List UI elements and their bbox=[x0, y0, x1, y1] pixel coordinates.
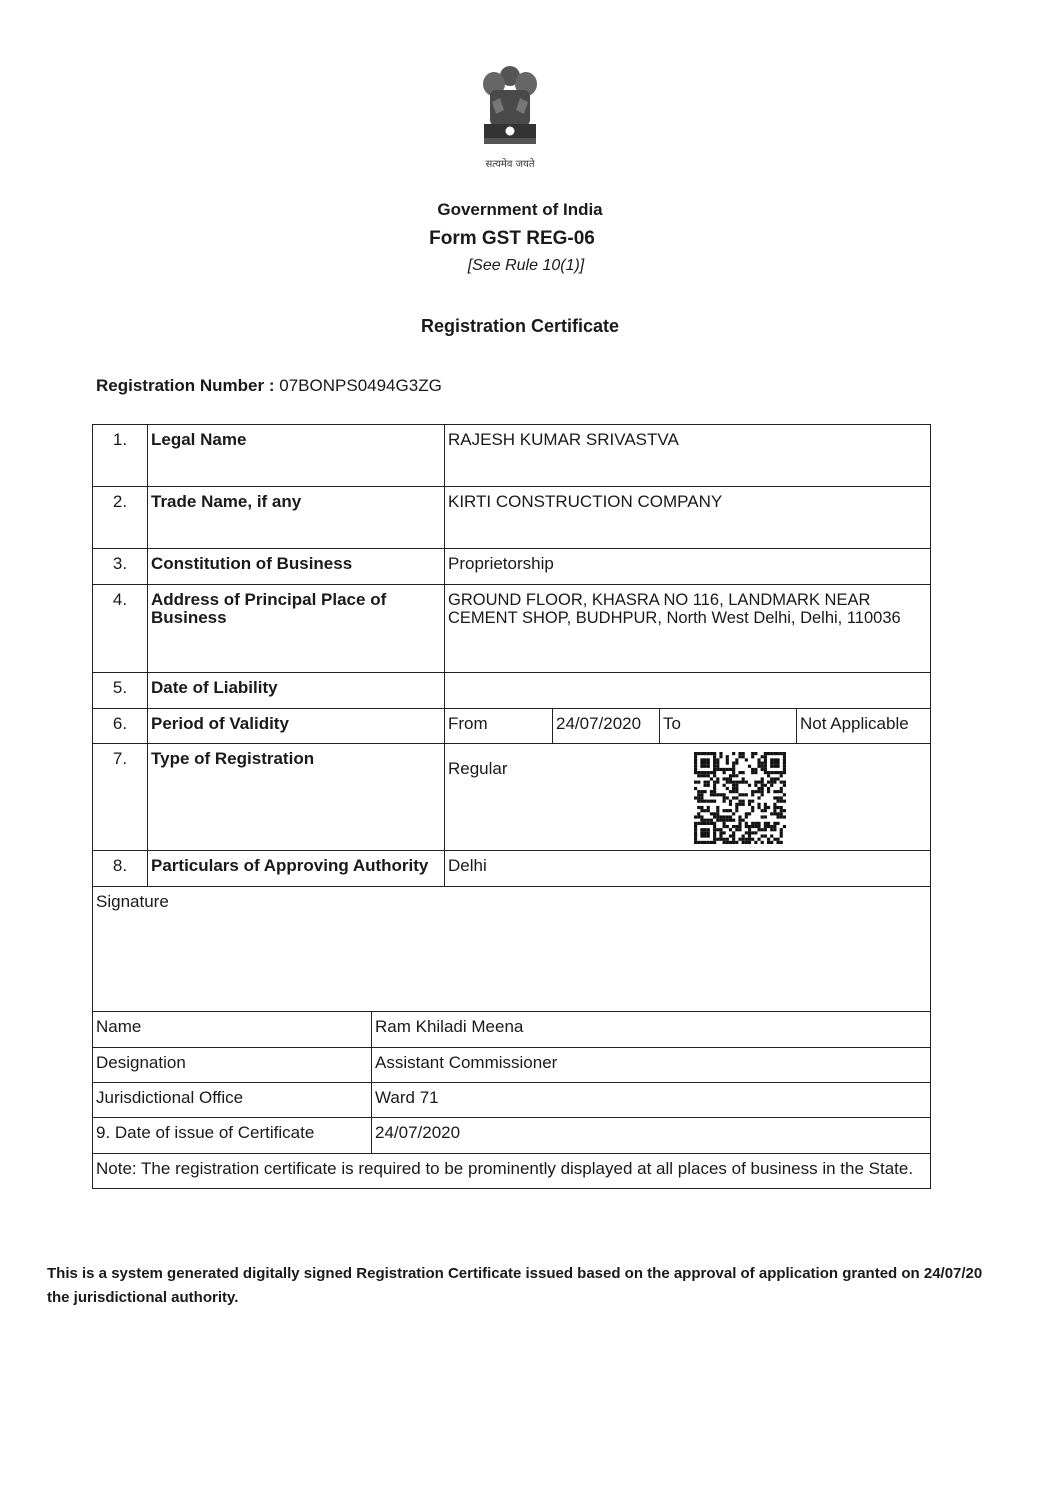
approving-authority-value: Delhi bbox=[445, 851, 931, 887]
row-number: 2. bbox=[93, 487, 148, 549]
constitution-value: Proprietorship bbox=[445, 549, 931, 585]
row-number: 7. bbox=[93, 744, 148, 851]
validity-from-label: From bbox=[445, 709, 553, 744]
display-note: Note: The registration certificate is required to be prominently displayed at all places of business in the State. bbox=[93, 1154, 931, 1189]
qr-code bbox=[694, 752, 786, 844]
designation-value: Assistant Commissioner bbox=[372, 1048, 931, 1083]
table-row bbox=[93, 851, 931, 887]
row-label: Address of Principal Place of Business bbox=[148, 585, 445, 673]
table-row bbox=[93, 425, 931, 487]
row-number: 3. bbox=[93, 549, 148, 585]
table-row bbox=[93, 673, 931, 709]
table-row bbox=[93, 487, 931, 549]
table-row bbox=[93, 1083, 931, 1118]
office-label: Jurisdictional Office bbox=[93, 1083, 372, 1118]
row-number: 8. bbox=[93, 851, 148, 887]
name-label: Name bbox=[93, 1012, 372, 1048]
issue-date-value: 24/07/2020 bbox=[372, 1118, 931, 1154]
trade-name-value: KIRTI CONSTRUCTION COMPANY bbox=[445, 487, 931, 549]
issue-date-label: 9. Date of issue of Certificate bbox=[93, 1118, 372, 1154]
certificate-title: Registration Certificate bbox=[420, 316, 620, 336]
table-row bbox=[93, 1012, 931, 1048]
registration-number-label: Registration Number : bbox=[96, 376, 275, 395]
table-row bbox=[93, 744, 931, 851]
legal-name-value: RAJESH KUMAR SRIVASTVA bbox=[445, 425, 931, 487]
table-row bbox=[93, 585, 931, 673]
table-row bbox=[93, 887, 931, 1012]
row-number: 1. bbox=[93, 425, 148, 487]
table-row bbox=[93, 1118, 931, 1154]
row-number: 5. bbox=[93, 673, 148, 709]
validity-from-value: 24/07/2020 bbox=[553, 709, 660, 744]
signature-label: Signature bbox=[93, 887, 931, 1012]
office-value: Ward 71 bbox=[372, 1083, 931, 1118]
row-label: Legal Name bbox=[148, 425, 445, 487]
footer-line-1: This is a system generated digitally signed Registration Certificate issued based on the approval of application granted on 24/07/20 bbox=[47, 1265, 983, 1282]
registration-type-value: Regular bbox=[445, 744, 931, 851]
row-label: Constitution of Business bbox=[148, 549, 445, 585]
row-number: 4. bbox=[93, 585, 148, 673]
government-heading: Government of India bbox=[437, 200, 603, 219]
table-row bbox=[93, 709, 931, 744]
registration-details-table bbox=[92, 424, 931, 887]
row-label: Type of Registration bbox=[148, 744, 445, 851]
registration-number-value: 07BONPS0494G3ZG bbox=[279, 376, 442, 395]
footer-line-2: the jurisdictional authority. bbox=[47, 1289, 239, 1306]
row-label: Trade Name, if any bbox=[148, 487, 445, 549]
table-row bbox=[93, 1048, 931, 1083]
address-value: GROUND FLOOR, KHASRA NO 116, LANDMARK NEAR CEMENT SHOP, BUDHPUR, North West Delhi, Delhi, 110036 bbox=[445, 585, 931, 673]
validity-to-value: Not Applicable bbox=[797, 709, 931, 744]
row-label: Particulars of Approving Authority bbox=[148, 851, 445, 887]
designation-label: Designation bbox=[93, 1048, 372, 1083]
registration-number-line bbox=[96, 376, 442, 396]
validity-to-label: To bbox=[660, 709, 797, 744]
table-row bbox=[93, 549, 931, 585]
form-heading: Form GST REG-06 bbox=[429, 228, 595, 249]
table-row bbox=[93, 1154, 931, 1189]
liability-date-value bbox=[445, 673, 931, 709]
rule-reference: [See Rule 10(1)] bbox=[467, 257, 585, 274]
row-label: Date of Liability bbox=[148, 673, 445, 709]
officer-name: Ram Khiladi Meena bbox=[372, 1012, 931, 1048]
footer-disclaimer bbox=[47, 1262, 1047, 1310]
row-number: 6. bbox=[93, 709, 148, 744]
emblem-motto: सत्यमेव जयते bbox=[485, 159, 535, 170]
row-label: Period of Validity bbox=[148, 709, 445, 744]
signature-table bbox=[92, 886, 931, 1189]
